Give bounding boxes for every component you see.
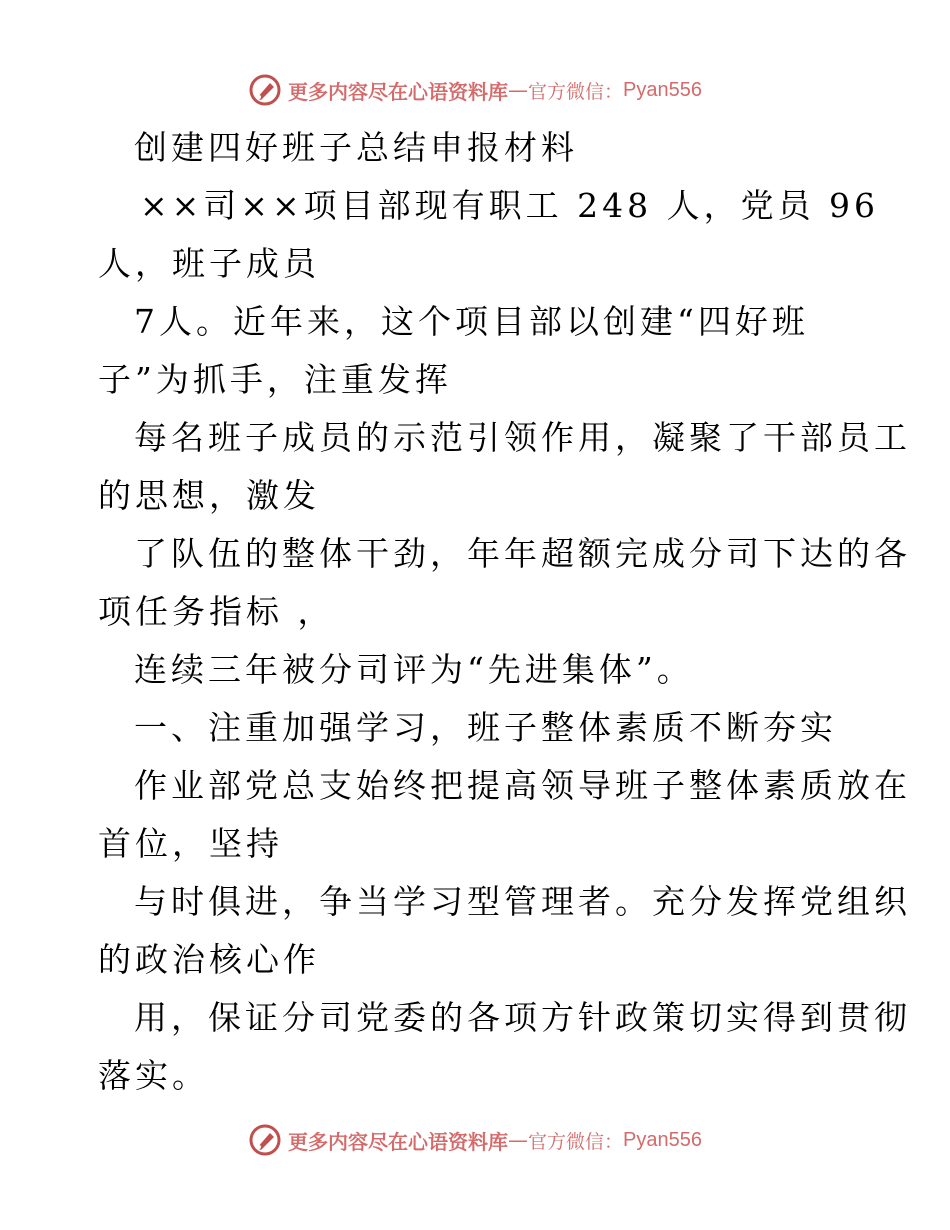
paragraph-line: 了队伍的整体干劲，年年超额完成分司下达的各 xyxy=(134,534,911,573)
paragraph-line: 7人。近年来，这个项目部以创建“四好班 xyxy=(134,302,809,341)
banner-main-text: 更多内容尽在心语资料库 xyxy=(288,1129,508,1154)
pen-logo-icon xyxy=(248,1123,282,1157)
banner-wechat-label: 官方微信： xyxy=(528,80,624,103)
banner-wechat-label: 官方微信： xyxy=(528,1130,624,1153)
paragraph-line: 作业部党总支始终把提高领导班子整体素质放在 xyxy=(134,766,911,805)
pen-logo-icon xyxy=(248,73,282,107)
paragraph-line: 与时俱进，争当学习型管理者。充分发挥党组织 xyxy=(134,882,911,921)
paragraph-line: ××司××项目部现有职工 248 人，党员 96 xyxy=(140,186,880,225)
document-title: 创建四好班子总结申报材料 xyxy=(134,128,578,167)
header-banner xyxy=(0,70,950,110)
banner-wechat-id: Pyan556 xyxy=(623,1128,702,1151)
paragraph-line: 人，班子成员 xyxy=(98,244,320,283)
section-heading: 一、注重加强学习，班子整体素质不断夯实 xyxy=(134,708,837,747)
footer-banner xyxy=(0,1120,950,1160)
paragraph-line: 的政治核心作 xyxy=(98,940,320,979)
paragraph-line: 用，保证分司党委的各项方针政策切实得到贯彻 xyxy=(134,998,911,1037)
paragraph-line: 项任务指标 ， xyxy=(98,592,335,631)
paragraph-line: 每名班子成员的示范引领作用，凝聚了干部员工 xyxy=(134,418,911,457)
banner-separator: — xyxy=(508,78,528,102)
banner-separator: — xyxy=(508,1128,528,1152)
paragraph-line: 首位，坚持 xyxy=(98,824,283,863)
banner-main-text: 更多内容尽在心语资料库 xyxy=(288,79,508,104)
paragraph-line: 落实。 xyxy=(98,1056,209,1095)
paragraph-line: 的思想，激发 xyxy=(98,476,320,515)
banner-wechat-id: Pyan556 xyxy=(623,78,702,101)
paragraph-line: 连续三年被分司评为“先进集体”。 xyxy=(134,650,694,689)
paragraph-line: 子”为抓手，注重发挥 xyxy=(98,360,452,399)
